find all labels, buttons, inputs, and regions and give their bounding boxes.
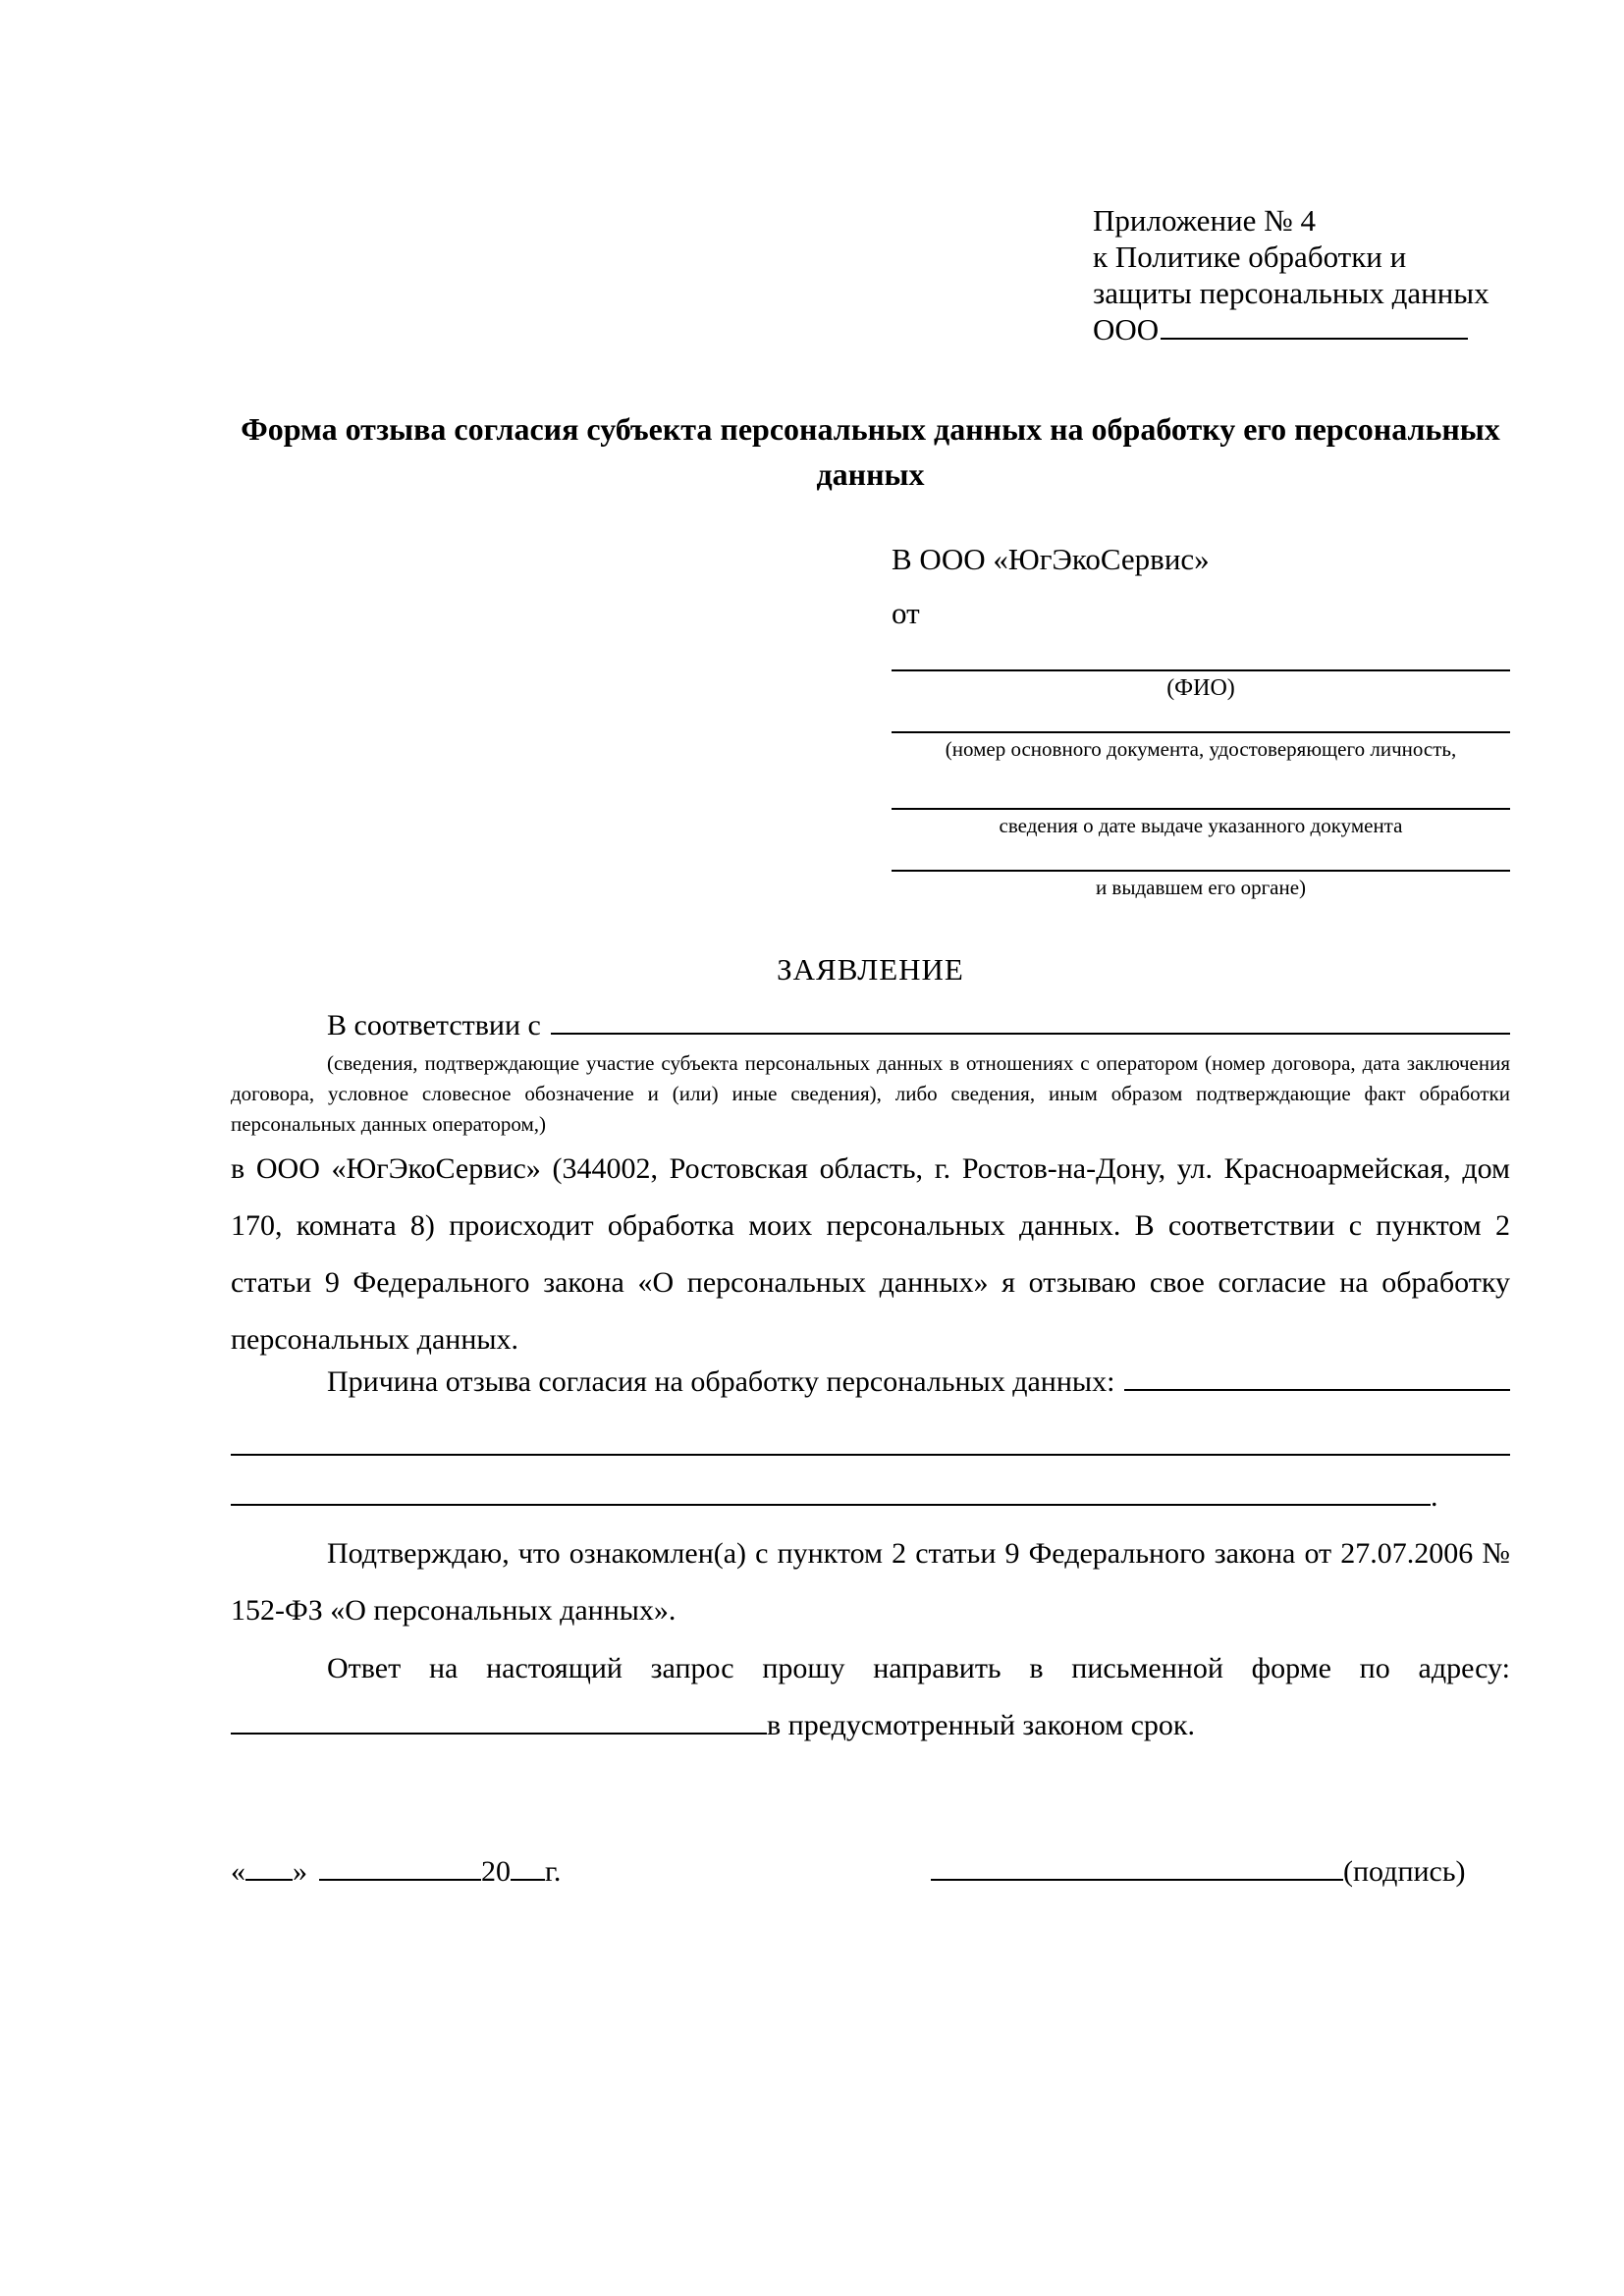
fio-blank-field[interactable] [892,669,1510,671]
document-number-blank-field[interactable] [892,731,1510,733]
date-row [231,1843,561,1900]
reason-blank-field-1[interactable] [1124,1389,1510,1391]
appendix-line-3: защиты персональных данных [1093,276,1489,310]
appendix-line-2: к Политике обработки и [1093,240,1407,274]
date-month-blank-field[interactable] [319,1879,481,1881]
statement-body: в ООО «ЮгЭкоСервис» (344002, Ростовская область, г. Ростов-на-Дону, ул. Красноармейская, дом 170, комната 8) происходит обработка моих персональных данных. В соответствии с пунктом 2 статьи 9 Федерального закона «О персональных данных» я отзываю свое согласие на обработку персональных данных. [231,1152,1510,1356]
signature-caption: (подпись) [1343,1855,1466,1888]
date-year-blank-field[interactable] [511,1879,545,1881]
basis-blank-field[interactable] [551,1033,1510,1035]
appendix-company-row [1093,311,1468,347]
reason-blank-field-3[interactable] [231,1504,1431,1506]
reason-blank-field-2[interactable] [231,1454,1510,1456]
reason-blank-row-3 [231,1468,1510,1525]
date-close-quote: » [293,1855,307,1888]
signature-blank-field[interactable] [931,1879,1343,1881]
issuing-authority-caption: и выдавшем его органе) [1095,876,1307,899]
statement-heading: ЗАЯВЛЕНИЕ [777,952,964,987]
reply-address-row [231,1697,1510,1754]
confirmation-paragraph: Подтверждаю, что ознакомлен(а) с пунктом 2 статьи 9 Федерального закона от 27.07.2006 № 152-ФЗ «О персональных данных». [231,1537,1510,1627]
document-number-caption: (номер основного документа, удостоверяющего личность, [945,737,1457,761]
reason-period: . [1431,1480,1438,1513]
fio-caption: (ФИО) [1166,675,1235,701]
signature-row [931,1843,1466,1900]
intro-prefix: В соответствии с [327,1009,541,1041]
appendix-line-1: Приложение № 4 [1093,203,1316,238]
issuing-authority-blank-field[interactable] [892,870,1510,872]
date-year-suffix: г. [545,1855,562,1888]
date-day-blank-field[interactable] [245,1879,293,1881]
appendix-block [1093,202,1515,347]
reply-suffix: в предусмотренный законом срок. [767,1709,1195,1741]
reply-request-line: Ответ на настоящий запрос прошу направить в письменной форме по адресу: [327,1652,1510,1684]
company-prefix: ООО [1093,312,1160,347]
date-open-quote: « [231,1855,245,1888]
issue-date-blank-field[interactable] [892,808,1510,810]
issue-date-caption: сведения о дате выдаче указанного документа [999,814,1403,837]
intro-footnote: (сведения, подтверждающие участие субъекта персональных данных в отношениях с оператором (номер договора, дата заключения договора, условное словесное обозначение и (или) иные сведения), либо сведения, иным образом подтверждающие факт обработки персональных данных оператором,) [231,1051,1510,1136]
company-name-blank-field[interactable] [1161,338,1468,340]
page-title: Форма отзыва согласия субъекта персональных данных на обработку его персональных данных [241,411,1500,492]
addressee-block [892,542,1510,915]
reply-address-blank-field[interactable] [231,1733,767,1735]
reason-row [231,1354,1510,1411]
intro-row [231,1009,1510,1042]
addressee-to: В ООО «ЮгЭкоСервис» [892,542,1210,576]
date-year-prefix: 20 [481,1855,511,1888]
addressee-from-label: от [892,596,920,630]
reason-prefix: Причина отзыва согласия на обработку персональных данных: [327,1365,1115,1398]
